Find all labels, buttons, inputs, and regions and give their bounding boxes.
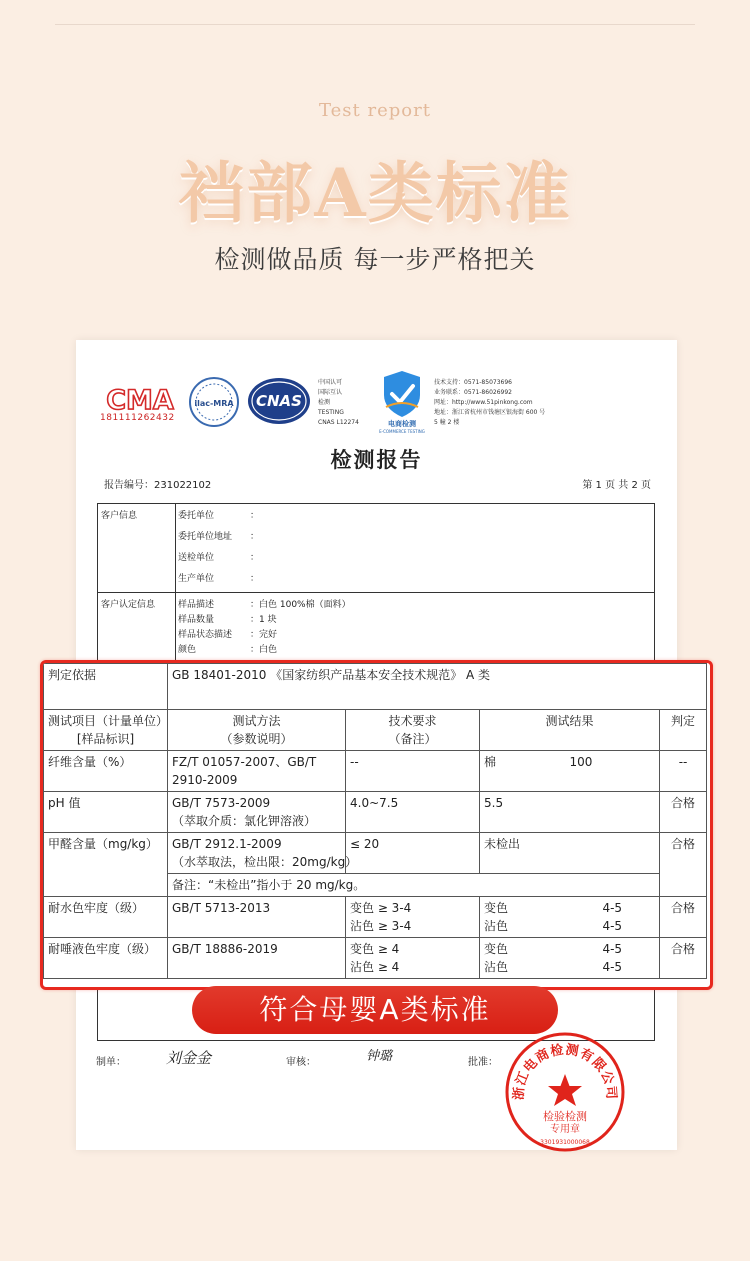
judge-cell: 合格 [660, 938, 707, 979]
requirement-line: 变色 ≥ 4 [350, 942, 400, 956]
method-cell: GB/T 5713-2013 [168, 897, 346, 938]
official-seal-icon [503, 1030, 627, 1154]
field-key: 送检单位 [178, 553, 215, 563]
field-value: ：白色 [250, 645, 278, 655]
ecommerce-testing-logo-icon [372, 367, 432, 435]
field-key: 样品状态描述 [178, 630, 233, 640]
method-line: GB/T 2912.1-2009 [172, 837, 282, 851]
field-value: ：完好 [250, 630, 278, 640]
field-value: ： [250, 553, 260, 563]
field-value: ：1 块 [250, 615, 277, 625]
cnas-line: TESTING [318, 409, 344, 416]
requirement-cell: -- [346, 751, 480, 792]
result-value: 100 [569, 755, 593, 769]
field-key: 委托单位 [178, 511, 215, 521]
result-key: 变色 [484, 901, 509, 915]
requirement-line: 沾色 ≥ 4 [350, 960, 400, 974]
header-text: 测试方法 [232, 714, 281, 728]
judgement-basis-row [44, 664, 707, 710]
judge-cell: 合格 [660, 897, 707, 938]
table-row [44, 938, 707, 979]
seal-sub-text: 检验检测 [543, 1110, 587, 1123]
result-key: 沾色 [484, 960, 509, 974]
field-key: 委托单位地址 [178, 532, 233, 542]
judge-cell: 合格 [660, 833, 707, 897]
header-text: 技术要求 [388, 714, 437, 728]
seal-company-text: 浙江电商检测有限公司 [511, 1042, 619, 1101]
basis-value: GB 18401-2010 《国家纺织产品基本安全技术规范》 A 类 [168, 664, 707, 710]
cnas-line: 检测 [318, 399, 331, 406]
contact-line: 地址：浙江省杭州市钱塘区银海街 600 号 [434, 409, 546, 416]
ilac-logo-text: ilac-MRA [194, 399, 234, 408]
basis-label: 判定依据 [44, 664, 168, 710]
top-divider [55, 24, 695, 25]
item-cell: 耐唾液色牢度（级） [44, 938, 168, 979]
requirement-cell: ≤ 20 [346, 833, 480, 874]
client-field [178, 508, 260, 521]
cnas-line: 国际互认 [318, 389, 343, 396]
header-method [168, 710, 346, 751]
table-row [44, 833, 707, 874]
report-number: 报告编号：231022102 [104, 480, 212, 491]
judge-cell: -- [660, 751, 707, 792]
header-text: [样品标识] [76, 732, 135, 746]
maker-signature: 刘金金 [166, 1049, 212, 1067]
compliance-badge: 符合母婴A类标准 [192, 986, 558, 1034]
cnas-logo-icon [246, 376, 312, 426]
confirm-field [178, 612, 277, 625]
cnas-line: 中国认可 [318, 379, 343, 386]
table-header-row [44, 710, 707, 751]
result-value: 4-5 [602, 901, 623, 915]
header-text: （备注） [388, 732, 437, 746]
header-result [480, 710, 660, 751]
cnas-line: CNAS L12274 [318, 419, 359, 426]
ilac-mra-logo-icon [188, 376, 240, 428]
result-cell: 5.5 [480, 792, 660, 833]
column-divider [175, 504, 176, 662]
cma-logo-text: CMA [106, 385, 174, 416]
requirement-line: 变色 ≥ 3-4 [350, 901, 412, 915]
review-label: 审核： [286, 1057, 316, 1068]
header-requirement [346, 710, 480, 751]
requirement-cell [346, 897, 480, 938]
header-text: （参数说明） [220, 732, 293, 746]
item-cell: pH 值 [44, 792, 168, 833]
contact-line: 网址：http://www.51pinkong.com [434, 399, 533, 406]
method-cell: GB/T 18886-2019 [168, 938, 346, 979]
field-value: ：白色 100%棉（面料） [250, 600, 351, 610]
header-text: 判定 [671, 714, 696, 728]
field-key: 样品数量 [178, 615, 215, 625]
page-subtitle: 检测做品质 每一步严格把关 [214, 245, 536, 274]
contact-line: 5 幢 2 楼 [434, 419, 460, 426]
table-row [44, 897, 707, 938]
field-value: ： [250, 574, 260, 584]
result-key: 变色 [484, 942, 509, 956]
english-caption: Test report [319, 100, 431, 121]
seal-sub2-text: 专用章 [550, 1124, 580, 1135]
header-text: 测试结果 [545, 714, 594, 728]
method-line: GB/T 7573-2009 [172, 796, 271, 810]
method-line: FZ/T 01057-2007、GB/T [172, 755, 317, 769]
item-cell: 纤维含量（%） [44, 751, 168, 792]
confirm-field [178, 597, 351, 610]
contact-info [434, 378, 545, 428]
field-key: 样品描述 [178, 600, 215, 610]
contact-line: 技术支持：0571-85073696 [434, 379, 512, 386]
result-cell: 未检出 [480, 833, 660, 874]
method-cell [168, 792, 346, 833]
result-cell [480, 897, 660, 938]
page-headline: 裆部A类标准 [178, 154, 572, 232]
contact-line: 业务联系：0571-86026992 [434, 389, 512, 396]
method-line: 2910-2009 [172, 773, 238, 787]
result-value: 4-5 [602, 960, 623, 974]
table-row [44, 792, 707, 833]
result-key: 沾色 [484, 919, 509, 933]
method-cell [168, 833, 358, 874]
cnas-caption [318, 378, 359, 428]
cma-number: 181111262432 [100, 413, 175, 423]
result-cell [480, 751, 660, 792]
ecommerce-cn-text: 电商检测 [388, 420, 416, 428]
result-cell [480, 938, 660, 979]
result-value: 4-5 [602, 919, 623, 933]
item-cell: 耐水色牢度（级） [44, 897, 168, 938]
item-cell: 甲醛含量（mg/kg） [44, 833, 168, 897]
judge-cell: 合格 [660, 792, 707, 833]
result-key: 棉 [484, 755, 497, 769]
method-line: （水萃取法，检出限：20mg/kg） [172, 855, 358, 869]
table-row [44, 751, 707, 792]
maker-label: 制单： [96, 1057, 126, 1068]
header-item [44, 710, 168, 751]
result-value: 4-5 [602, 942, 623, 956]
requirement-cell [346, 938, 480, 979]
report-title: 检测报告 [330, 448, 423, 472]
method-cell [168, 751, 346, 792]
row-divider [98, 592, 654, 593]
note-cell: 备注：“未检出”指小于 20 mg/kg。 [168, 874, 660, 897]
results-table [43, 663, 707, 979]
confirm-info-label: 客户认定信息 [101, 600, 156, 610]
requirement-line: 沾色 ≥ 3-4 [350, 919, 412, 933]
approve-label: 批准： [468, 1057, 498, 1068]
field-key: 生产单位 [178, 574, 215, 584]
header-judge [660, 710, 707, 751]
header-text: 测试项目（计量单位） [48, 714, 169, 728]
page-number: 第 1 页 共 2 页 [582, 480, 651, 491]
field-value: ： [250, 532, 260, 542]
requirement-cell: 4.0~7.5 [346, 792, 480, 833]
field-value: ： [250, 511, 260, 521]
client-info-label: 客户信息 [101, 511, 138, 521]
ecommerce-en-text: E-COMMERCE TESTING [379, 429, 425, 434]
review-signature: 钟璐 [366, 1049, 393, 1064]
client-field [178, 550, 260, 563]
client-field [178, 529, 260, 542]
seal-number-text: 3301931000068 [540, 1139, 590, 1146]
confirm-field [178, 627, 278, 640]
test-results-highlight [40, 660, 713, 990]
client-field [178, 571, 260, 584]
field-key: 颜色 [178, 645, 197, 655]
cnas-logo-text: CNAS [256, 392, 302, 410]
confirm-field [178, 642, 278, 655]
method-line: （萃取介质：氯化钾溶液） [172, 814, 317, 828]
